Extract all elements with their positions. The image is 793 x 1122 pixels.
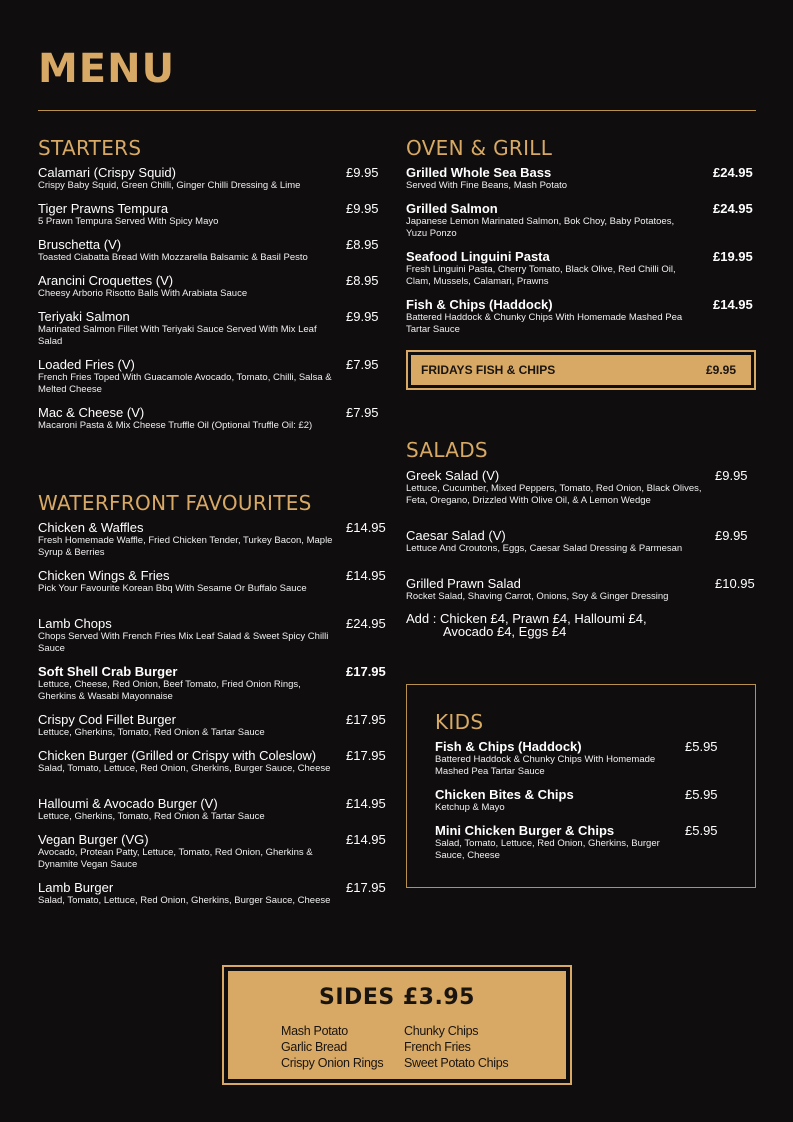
sides-panel: [228, 971, 566, 1079]
side-item: French Fries: [404, 1040, 471, 1054]
item-name: Chicken & Waffles: [38, 520, 144, 535]
item-desc: Chops Served With French Fries Mix Leaf Salad & Sweet Spicy Chilli Sauce: [38, 631, 329, 654]
item-desc: Served With Fine Beans, Mash Potato: [406, 180, 568, 191]
item-name: Bruschetta (V): [38, 237, 122, 252]
item-price: £17.95: [346, 880, 386, 895]
menu-item: [406, 297, 756, 345]
menu-item: [406, 201, 756, 249]
item-name: Lamb Chops: [38, 616, 112, 631]
favourites-list: [38, 520, 388, 928]
item-desc: Pick Your Favourite Korean Bbq With Sesame Or Buffalo Sauce: [38, 583, 307, 594]
item-desc: Cheesy Arborio Risotto Balls With Arabiata Sauce: [38, 288, 248, 299]
item-desc: Marinated Salmon Fillet With Teriyaki Sauce Served With Mix Leaf Salad: [38, 324, 317, 347]
item-price: £9.95: [715, 468, 748, 483]
menu-item: [38, 832, 388, 880]
sides-box: [222, 965, 572, 1085]
item-price: £14.95: [346, 832, 386, 847]
item-desc: Lettuce, Cheese, Red Onion, Beef Tomato, Fried Onion Rings, Gherkins & Wasabi Mayonnaise: [38, 679, 301, 702]
item-name: Grilled Whole Sea Bass: [406, 165, 552, 180]
item-name: Loaded Fries (V): [38, 357, 135, 372]
item-price: £10.95: [715, 576, 755, 591]
item-desc: Japanese Lemon Marinated Salmon, Bok Choy, Baby Potatoes, Yuzu Ponzo: [406, 216, 675, 239]
item-desc: Avocado, Protean Patty, Lettuce, Tomato, Red Onion, Gherkins & Dynamite Vegan Sauce: [38, 847, 313, 870]
menu-item: [38, 405, 383, 441]
menu-item: [435, 823, 735, 871]
item-desc: Crispy Baby Squid, Green Chilli, Ginger Chilli Dressing & Lime: [38, 180, 301, 191]
item-name: Arancini Croquettes (V): [38, 273, 174, 288]
item-price: £19.95: [713, 249, 753, 264]
item-name: Grilled Salmon: [406, 201, 498, 216]
item-name: Soft Shell Crab Burger: [38, 664, 178, 679]
addons-line: Add : Chicken £4, Prawn £4, Halloumi £4,: [406, 611, 647, 626]
menu-item: [38, 165, 383, 201]
item-name: Chicken Burger (Grilled or Crispy with Coleslow): [38, 748, 317, 763]
menu-item: [38, 273, 383, 309]
item-price: £8.95: [346, 237, 379, 252]
item-name: Tiger Prawns Tempura: [38, 201, 169, 216]
salads-list: [406, 468, 756, 612]
sides-column-left: [281, 1023, 383, 1071]
item-name: Chicken Wings & Fries: [38, 568, 170, 583]
item-price: £17.95: [346, 712, 386, 727]
starters-list: [38, 165, 383, 441]
item-desc: Battered Haddock & Chunky Chips With Homemade Mashed Pea Tartar Sauce: [406, 312, 683, 335]
item-name: Halloumi & Avocado Burger (V): [38, 796, 218, 811]
item-desc: Rocket Salad, Shaving Carrot, Onions, Soy & Ginger Dressing: [406, 591, 669, 602]
item-name: Crispy Cod Fillet Burger: [38, 712, 176, 727]
friday-special-box: [406, 350, 756, 390]
item-price: £14.95: [346, 520, 386, 535]
sides-column-right: [404, 1023, 508, 1071]
salads-title: SALADS: [406, 438, 488, 462]
kids-title: KIDS: [435, 710, 484, 734]
menu-item: [38, 748, 388, 796]
item-name: Greek Salad (V): [406, 468, 500, 483]
item-price: £14.95: [713, 297, 753, 312]
oven-list: [406, 165, 756, 345]
menu-item: [406, 576, 756, 612]
item-price: £9.95: [346, 309, 379, 324]
friday-special-price: £9.95: [705, 363, 736, 377]
item-price: £17.95: [346, 748, 386, 763]
item-desc: Fresh Homemade Waffle, Fried Chicken Tender, Turkey Bacon, Maple Syrup & Berries: [38, 535, 333, 558]
item-price: £9.95: [346, 201, 379, 216]
item-price: £14.95: [346, 796, 386, 811]
item-price: £7.95: [346, 357, 379, 372]
item-desc: Salad, Tomato, Lettuce, Red Onion, Gherkins, Burger Sauce, Cheese: [38, 763, 331, 774]
menu-item: [38, 568, 388, 616]
menu-item: [38, 880, 388, 928]
item-name: Caesar Salad (V): [406, 528, 506, 543]
item-name: Seafood Linguini Pasta: [406, 249, 550, 264]
menu-item: [38, 664, 388, 712]
item-name: Mac & Cheese (V): [38, 405, 145, 420]
item-name: Calamari (Crispy Squid): [38, 165, 176, 180]
item-price: £5.95: [685, 823, 718, 838]
item-name: Mini Chicken Burger & Chips: [435, 823, 615, 838]
menu-item: [38, 309, 383, 357]
item-name: Grilled Prawn Salad: [406, 576, 521, 591]
item-price: £24.95: [713, 201, 753, 216]
menu-item: [406, 249, 756, 297]
item-desc: Lettuce And Croutons, Eggs, Caesar Salad Dressing & Parmesan: [406, 543, 683, 554]
side-item: Sweet Potato Chips: [404, 1056, 509, 1070]
starters-title: STARTERS: [38, 136, 142, 160]
menu-item: [38, 237, 383, 273]
side-item: Garlic Bread: [281, 1040, 347, 1054]
menu-item: [435, 787, 735, 823]
item-price: £5.95: [685, 787, 718, 802]
item-price: £7.95: [346, 405, 379, 420]
friday-special-banner: [411, 355, 751, 385]
favourites-title: WATERFRONT FAVOURITES: [38, 491, 312, 515]
menu-item: [38, 357, 383, 405]
item-desc: Macaroni Pasta & Mix Cheese Truffle Oil (Optional Truffle Oil: £2): [38, 420, 313, 431]
menu-item: [38, 520, 388, 568]
menu-item: [38, 712, 388, 748]
sides-title: SIDES £3.95: [319, 985, 475, 1010]
item-desc: Ketchup & Mayo: [435, 802, 505, 813]
friday-special-label: FRIDAYS FISH & CHIPS: [421, 363, 556, 377]
item-price: £24.95: [346, 616, 386, 631]
item-name: Vegan Burger (VG): [38, 832, 149, 847]
item-name: Fish & Chips (Haddock): [435, 739, 582, 754]
menu-item: [435, 739, 735, 787]
menu-item: [38, 796, 388, 832]
item-name: Chicken Bites & Chips: [435, 787, 574, 802]
menu-item: [406, 165, 756, 201]
menu-item: [406, 528, 756, 576]
side-item: Chunky Chips: [404, 1024, 479, 1038]
addons-line: Avocado £4, Eggs £4: [443, 624, 567, 639]
item-price: £5.95: [685, 739, 718, 754]
menu-item: [38, 201, 383, 237]
item-desc: Salad, Tomato, Lettuce, Red Onion, Gherkins, Burger Sauce, Cheese: [38, 895, 331, 906]
item-desc: French Fries Toped With Guacamole Avocado, Tomato, Chilli, Salsa & Melted Cheese: [38, 372, 332, 395]
item-name: Teriyaki Salmon: [38, 309, 130, 324]
side-item: Crispy Onion Rings: [281, 1056, 384, 1070]
divider: [38, 110, 756, 111]
item-price: £14.95: [346, 568, 386, 583]
item-desc: Toasted Ciabatta Bread With Mozzarella Balsamic & Basil Pesto: [38, 252, 308, 263]
item-price: £9.95: [715, 528, 748, 543]
page-title: MENU: [38, 46, 176, 92]
item-price: £8.95: [346, 273, 379, 288]
menu-item: [406, 468, 756, 528]
item-desc: Lettuce, Cucumber, Mixed Peppers, Tomato, Red Onion, Black Olives, Feta, Oregano, Drizzled With Olive Oil, & A Lemon Wedge: [406, 483, 702, 506]
menu-item: [38, 616, 388, 664]
item-name: Fish & Chips (Haddock): [406, 297, 553, 312]
item-name: Lamb Burger: [38, 880, 114, 895]
item-desc: Lettuce, Gherkins, Tomato, Red Onion & Tartar Sauce: [38, 811, 265, 822]
item-price: £17.95: [346, 664, 386, 679]
item-desc: Battered Haddock & Chunky Chips With Homemade Mashed Pea Tartar Sauce: [435, 754, 656, 777]
side-item: Mash Potato: [281, 1024, 348, 1038]
item-price: £9.95: [346, 165, 379, 180]
item-desc: Fresh Linguini Pasta, Cherry Tomato, Black Olive, Red Chilli Oil, Clam, Mussels, Calamari, Prawns: [406, 264, 676, 287]
salad-addons: [406, 612, 647, 638]
oven-title: OVEN & GRILL: [406, 136, 553, 160]
item-desc: Salad, Tomato, Lettuce, Red Onion, Gherkins, Burger Sauce, Cheese: [435, 838, 660, 861]
item-price: £24.95: [713, 165, 753, 180]
kids-list: [435, 739, 735, 871]
item-desc: Lettuce, Gherkins, Tomato, Red Onion & Tartar Sauce: [38, 727, 265, 738]
item-desc: 5 Prawn Tempura Served With Spicy Mayo: [38, 216, 219, 227]
